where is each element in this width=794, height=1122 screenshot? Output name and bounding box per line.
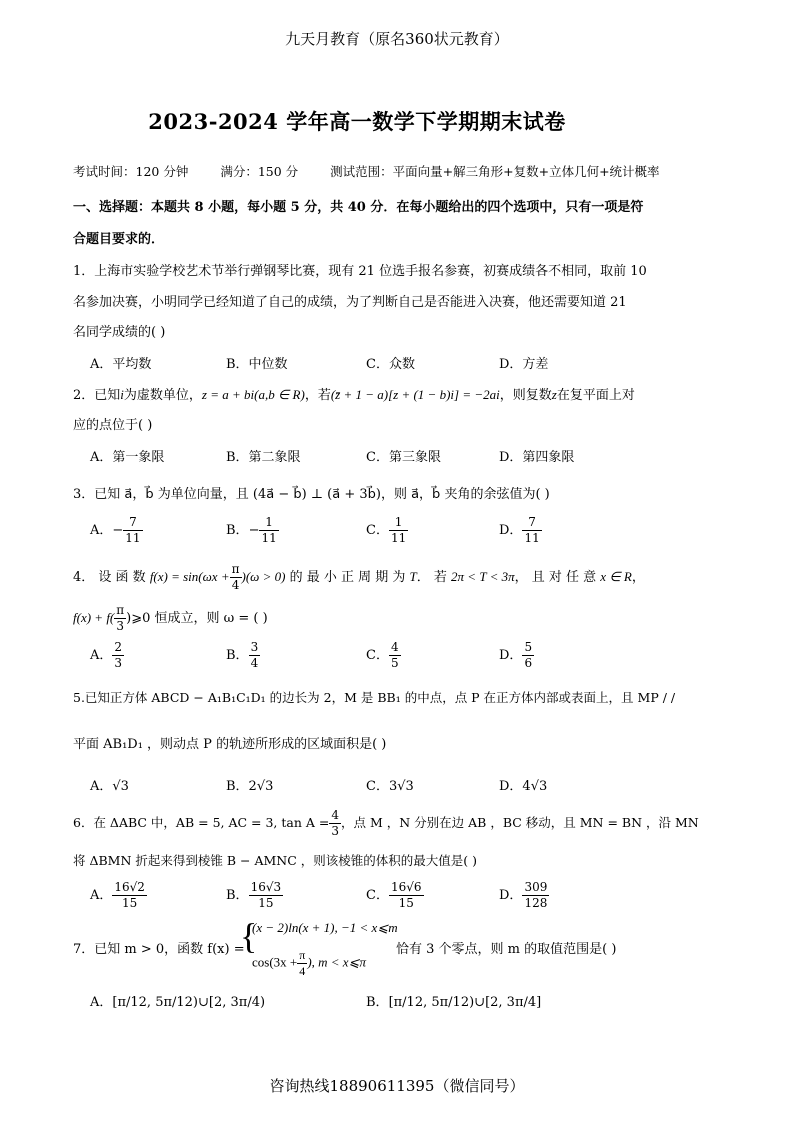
q1-option-d: D．方差 [499, 357, 549, 372]
q7-option-a [90, 991, 265, 1010]
q5-line2: 平面 AB₁D₁ ，则动点 P 的轨迹所形成的区域面积是( ) [73, 737, 387, 752]
q6-option-c [366, 880, 424, 911]
q2-text-e: 在复平面上对 [556, 388, 635, 403]
q7-case2-a: cos(3x + [252, 954, 298, 970]
q4-pi-over-3: $\frac{\pi}{3}$ [116, 603, 125, 633]
q7-option-a-label: A． [90, 995, 113, 1010]
q4-var-t: T [409, 569, 417, 584]
q7-case1: (x − 2)ln(x + 1), −1 < x⩽m [252, 920, 398, 935]
q2-option-a: A．第一象限 [90, 450, 165, 465]
q6-option-b-fraction: $\frac{16√3}{15}$ [250, 880, 282, 910]
section-heading-line1: 一、选择题：本题共 8 小题，每小题 5 分，共 40 分．在每小题给出的四个选项中，只有一项是符 [73, 200, 644, 215]
q4-text-b: 的 最 小 正 周 期 为 [289, 570, 406, 585]
q6-option-c-fraction: $\frac{16√6}{15}$ [390, 880, 422, 910]
q6-option-b-label: B． [226, 888, 249, 903]
q3-option-d-label: D． [499, 523, 523, 538]
q7-line1a: 7．已知 m > 0，函数 f(x) = [73, 942, 245, 957]
q4-pi-over-4: $\frac{\pi}{4}$ [231, 562, 240, 592]
q2-var-i: i [120, 387, 124, 402]
q7-line1b: 恰有 3 个零点，则 m 的取值范围是( ) [396, 942, 617, 957]
q7-piecewise-brace: { [240, 916, 258, 956]
q2-expr1: z = a + bi(a,b ∈ R) [201, 387, 305, 402]
q5-option-b: B．2√3 [226, 779, 274, 794]
q6-option-c-label: C． [366, 888, 389, 903]
q7-option-b [366, 991, 541, 1010]
q5-option-d: D．4√3 [499, 779, 548, 794]
q4-option-d-label: D． [499, 648, 523, 663]
q4-x-in-r: x ∈ R [600, 569, 632, 584]
q5-option-a: A．√3 [90, 779, 129, 794]
q2-line1 [73, 384, 635, 403]
exam-title: 2023-2024 学年高一数学下学期期末试卷 [148, 109, 566, 134]
q1-line1: 1．上海市实验学校艺术节举行弹钢琴比赛，现有 21 位选手报名参赛，初赛成绩各不相同，取前 10 [73, 264, 647, 279]
q2-option-b: B．第二象限 [226, 450, 301, 465]
q6-option-a [90, 880, 147, 911]
q6-option-b [226, 880, 283, 911]
q4-line2-b: )⩾0 恒成立，则 ω = ( ) [126, 611, 268, 626]
q6-option-d [499, 880, 549, 911]
q3-option-b-sign: − [248, 523, 260, 538]
q6-line2: 将 ΔBMN 折起来得到棱锥 B − AMNC ，则该棱锥的体积的最大值是( ) [73, 853, 478, 868]
q4-option-b-label: B． [226, 648, 249, 663]
exam-info [73, 162, 688, 180]
q3-option-a [90, 515, 143, 546]
q4-line2-a: f(x) + f( [73, 610, 115, 625]
exam-time: 考试时间：120 分钟 [73, 164, 189, 179]
q2-var-z: z [551, 387, 557, 402]
q5-option-c: C．3√3 [366, 779, 414, 794]
page-header: 九天月教育（原名360状元教育） [285, 30, 509, 48]
q4-range: 2π < T < 3π [451, 569, 515, 584]
q3-line1: 3．已知 a⃗，b⃗ 为单位向量，且 (4a⃗ − b⃗) ⊥ (a⃗ + 3b⃗)，则 a⃗，b⃗ 夹角的余弦值为( ) [73, 487, 550, 502]
q1-option-c: C．众数 [366, 357, 415, 372]
q3-option-c-label: C． [366, 523, 389, 538]
q4-option-a-fraction: $\frac{2}{3}$ [114, 640, 123, 670]
q6-text-b: ，点 M ，N 分别在边 AB ，BC 移动，且 MN = BN ，沿 MN [341, 815, 699, 830]
q2-line2: 应的点位于( ) [73, 418, 153, 433]
q1-option-a: A．平均数 [90, 357, 152, 372]
q4-comma: ， [631, 570, 645, 585]
q4-option-a [90, 640, 124, 671]
q4-option-d [499, 640, 534, 671]
q2-text-a: 2．已知 [73, 388, 121, 403]
q7-option-b-value: [π/12, 5π/12)∪[2, 3π/4] [388, 995, 542, 1010]
q4-line2 [73, 603, 268, 634]
q4-option-c-label: C． [366, 648, 389, 663]
q1-line3: 名同学成绩的( ) [73, 325, 166, 340]
q5-line1: 5.已知正方体 ABCD − A₁B₁C₁D₁ 的边长为 2，M 是 BB₁ 的中点，点 P 在正方体内部或表面上，且 MP / / [73, 690, 676, 705]
q7-option-a-value: [π/12, 5π/12)∪[2, 3π/4) [112, 995, 266, 1010]
q3-option-a-sign: − [112, 523, 124, 538]
q1-line2: 名参加决赛，小明同学已经知道了自己的成绩，为了判断自己是否能进入决赛，他还需要知道 21 [73, 295, 627, 310]
q2-text-c: ，若 [304, 388, 331, 403]
q4-option-a-label: A． [90, 648, 113, 663]
q6-option-a-label: A． [90, 888, 113, 903]
exam-score: 满分：150 分 [220, 164, 299, 179]
page-footer: 咨询热线18890611395（微信同号） [269, 1077, 525, 1095]
q1-option-b: B．中位数 [226, 357, 288, 372]
q4-func-end: )(ω > 0) [241, 569, 286, 584]
q3-option-b [226, 515, 279, 546]
q4-func: f(x) = sin(ωx + [149, 569, 230, 584]
q3-option-d [499, 515, 542, 546]
q4-option-c [366, 640, 401, 671]
q3-option-b-fraction: $\frac{1}{11}$ [261, 515, 277, 545]
q7-option-b-label: B． [366, 995, 389, 1010]
q2-option-c: C．第三象限 [366, 450, 441, 465]
q4-option-c-fraction: $\frac{4}{5}$ [390, 640, 399, 670]
section-heading-line2: 合题目要求的． [73, 232, 165, 247]
q2-text-d: ，则复数 [499, 388, 552, 403]
q3-option-c [366, 515, 408, 546]
q7-pi-over-4: $\frac{\pi}{4}$ [299, 948, 306, 978]
q3-option-c-fraction: $\frac{1}{11}$ [390, 515, 407, 545]
q4-text-c: ． 若 [416, 570, 447, 585]
q3-option-a-fraction: $\frac{7}{11}$ [125, 515, 141, 545]
q7-case2 [252, 948, 366, 979]
q6-option-d-fraction: $\frac{309}{128}$ [524, 880, 548, 910]
q3-option-b-label: B． [226, 523, 249, 538]
exam-scope: 测试范围：平面向量+解三角形+复数+立体几何+统计概率 [330, 164, 660, 179]
q4-text-d: ， 且 对 任 意 [514, 570, 597, 585]
q6-text-a: 6．在 ΔABC 中，AB = 5, AC = 3, tan A = [73, 815, 330, 830]
q6-line1 [73, 808, 699, 839]
q2-text-b: 为虚数单位， [123, 388, 202, 403]
q6-tan-fraction: $\frac{4}{3}$ [331, 808, 339, 838]
q3-option-d-fraction: $\frac{7}{11}$ [524, 515, 540, 545]
q6-option-a-fraction: $\frac{16√2}{15}$ [114, 880, 145, 910]
q2-expr2: (z̄ + 1 − a)[z + (1 − b)i] = −2ai [330, 387, 500, 402]
q7-case2-b: ), m < x⩽π [307, 954, 366, 970]
q4-option-b [226, 640, 260, 671]
q4-option-d-fraction: $\frac{5}{6}$ [524, 640, 533, 670]
q4-text-a: 4． 设 函 数 [73, 570, 146, 585]
q4-line1 [73, 562, 645, 593]
q2-option-d: D．第四象限 [499, 450, 575, 465]
q4-option-b-fraction: $\frac{3}{4}$ [250, 640, 259, 670]
q3-option-a-label: A． [90, 523, 113, 538]
q6-option-d-label: D． [499, 888, 523, 903]
